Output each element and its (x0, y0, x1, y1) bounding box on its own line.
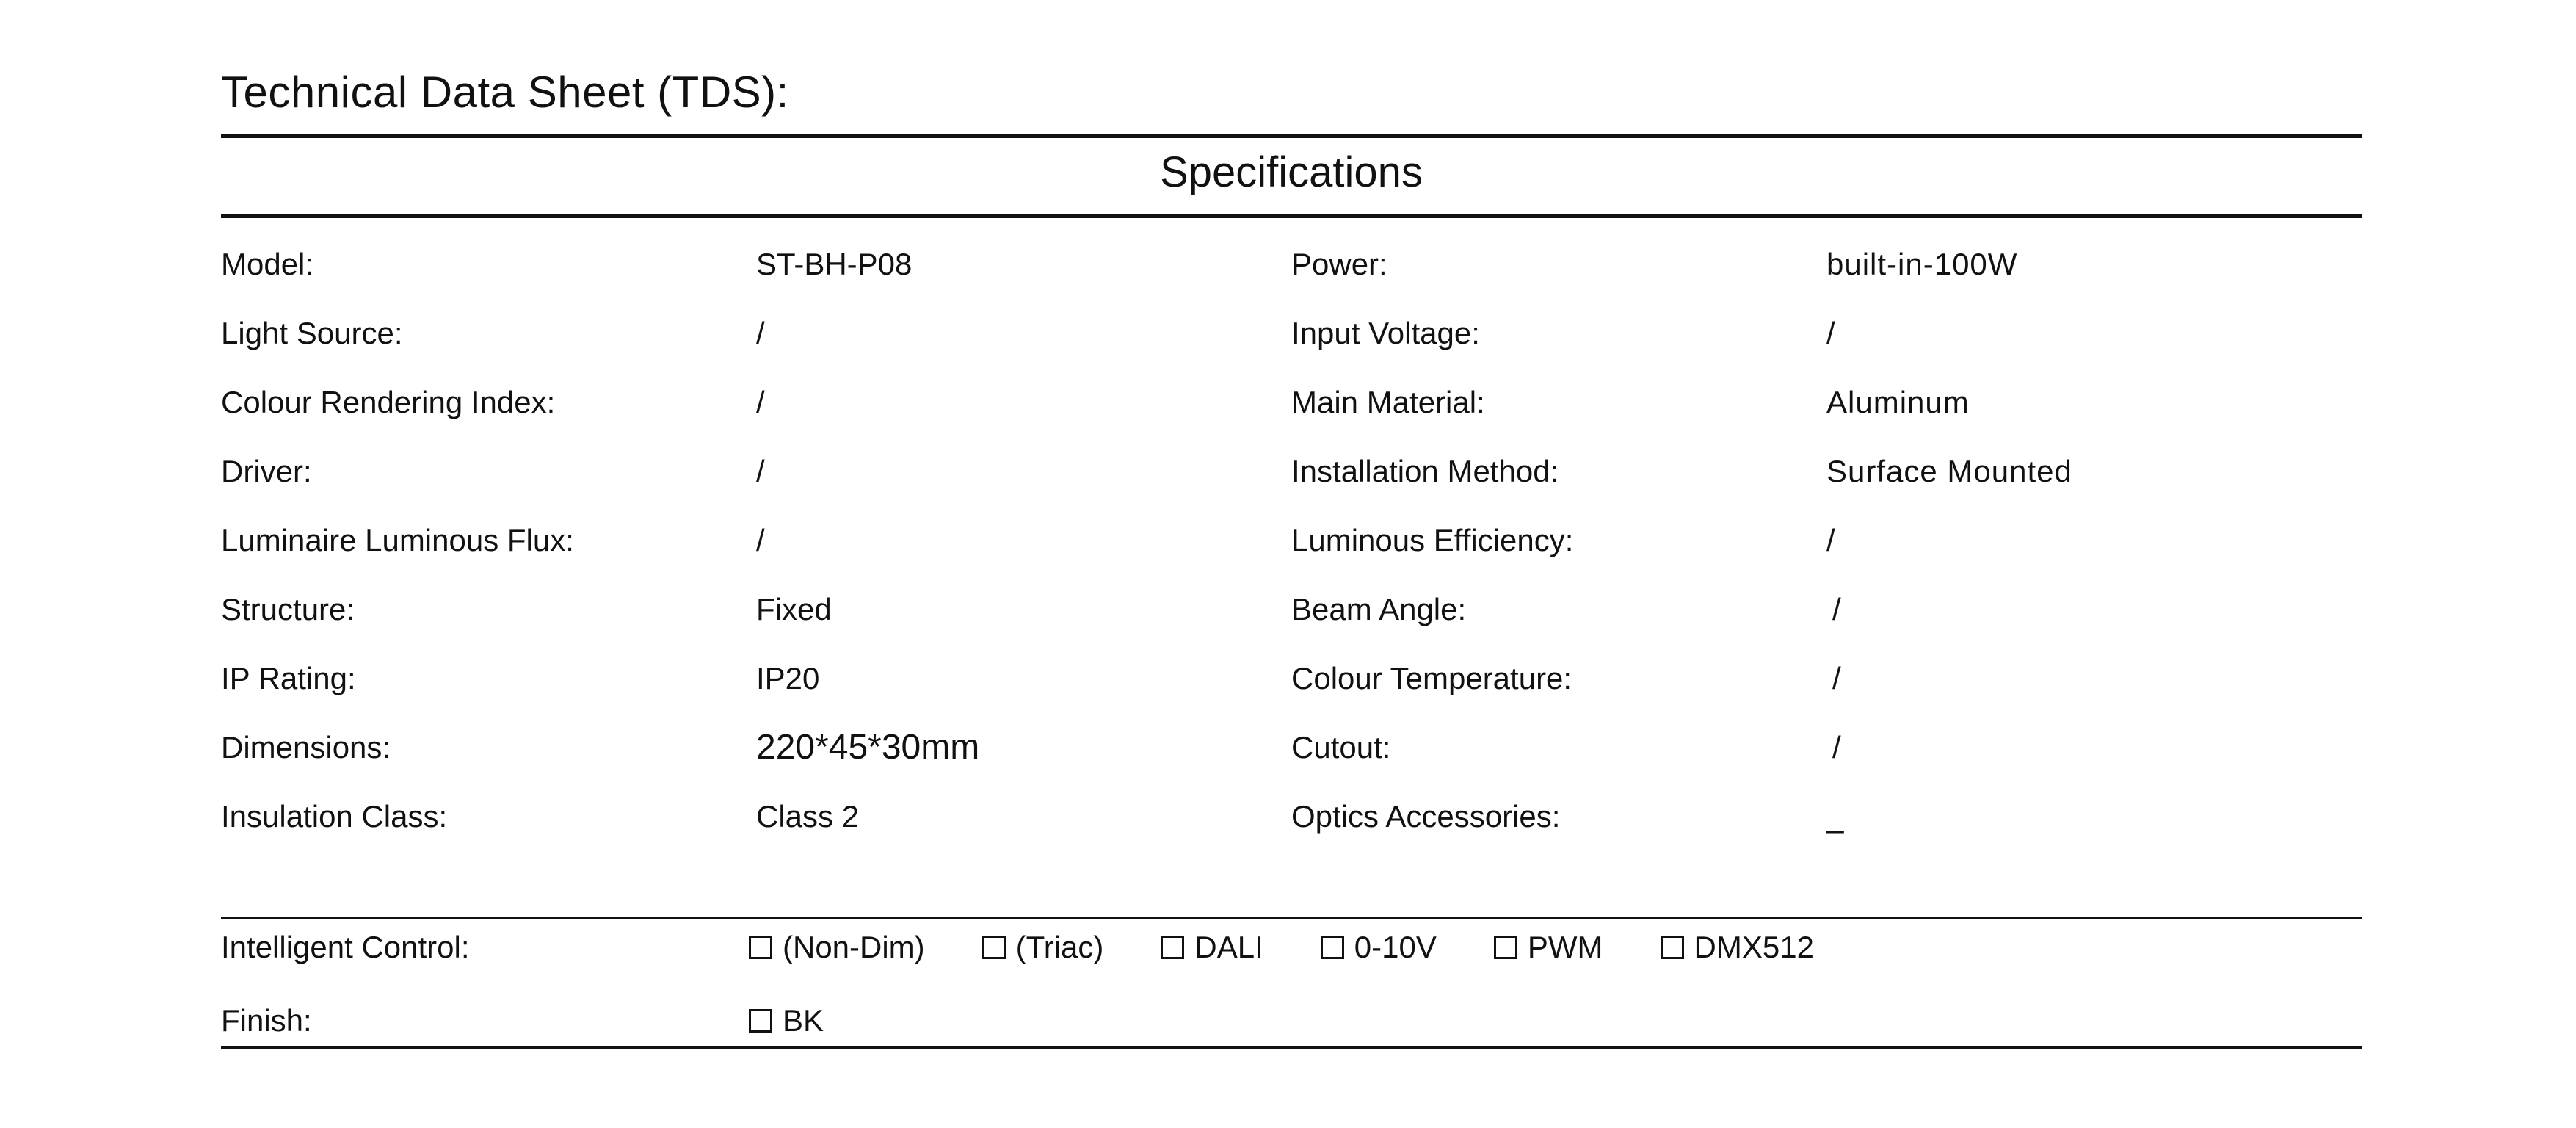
spec-value: ST-BH-P08 (756, 247, 913, 281)
header-bottom-rule (221, 214, 2362, 218)
checkbox-label: DMX512 (1694, 930, 1814, 964)
spec-row (221, 380, 2362, 449)
checkbox-label: 0-10V (1354, 930, 1437, 964)
checkbox[interactable] (1494, 936, 1517, 959)
spec-label: Structure: (221, 592, 355, 626)
finish-label: Finish: (221, 1003, 312, 1038)
spec-row (221, 726, 2362, 795)
checkbox-option-non-dim[interactable] (749, 925, 925, 969)
checkbox-option-dali[interactable] (1161, 925, 1263, 969)
spec-value: IP20 (756, 661, 820, 695)
finish-row (221, 999, 2362, 1058)
spec-value: built-in-100W (1826, 247, 2018, 281)
spec-value: Surface Mounted (1826, 454, 2072, 488)
spec-row (221, 449, 2362, 518)
spec-row (221, 795, 2362, 864)
spec-value: 220*45*30mm (756, 728, 980, 767)
header-top-rule (221, 134, 2362, 138)
checkbox-option-0-10v[interactable] (1321, 925, 1437, 969)
spec-label: Colour Temperature: (1291, 661, 1572, 695)
spec-value: _ (1826, 799, 1845, 834)
intelligent-control-label: Intelligent Control: (221, 930, 470, 964)
intelligent-control-row (221, 925, 2362, 984)
checkbox-option-triac[interactable] (982, 925, 1104, 969)
spec-label: Light Source: (221, 316, 403, 350)
spec-label: Luminous Efficiency: (1291, 523, 1574, 557)
spec-label: Insulation Class: (221, 799, 448, 834)
spec-label: Dimensions: (221, 730, 391, 764)
checkbox-label: BK (783, 1003, 824, 1038)
spec-value: / (1826, 523, 1836, 557)
checkbox-label: PWM (1527, 930, 1603, 964)
spec-label: Power: (1291, 247, 1387, 281)
data-sheet (221, 0, 2362, 1128)
spec-label: Luminaire Luminous Flux: (221, 523, 574, 557)
checkbox-option-bk[interactable] (749, 999, 824, 1043)
spec-value: / (756, 385, 765, 419)
spec-value: / (756, 316, 765, 350)
options-top-rule (221, 916, 2362, 919)
spec-value: / (756, 454, 765, 488)
spec-value: / (1832, 730, 1842, 764)
spec-label: Main Material: (1291, 385, 1485, 419)
checkbox-option-dmx512[interactable] (1661, 925, 1814, 969)
spec-label: Model: (221, 247, 314, 281)
spec-value: Fixed (756, 592, 832, 626)
checkbox-label: (Triac) (1015, 930, 1104, 964)
spec-row (221, 242, 2362, 311)
checkbox[interactable] (1321, 936, 1344, 959)
spec-value: Class 2 (756, 799, 860, 834)
spec-value: / (1832, 592, 1842, 626)
spec-label: Installation Method: (1291, 454, 1559, 488)
checkbox-label: (Non-Dim) (783, 930, 925, 964)
spec-value: Aluminum (1826, 385, 1970, 419)
checkbox[interactable] (749, 936, 772, 959)
checkbox-label: DALI (1194, 930, 1263, 964)
spec-value: / (756, 523, 765, 557)
options-bottom-rule (221, 1046, 2362, 1049)
spec-label: Beam Angle: (1291, 592, 1467, 626)
spec-label: Colour Rendering Index: (221, 385, 556, 419)
checkbox[interactable] (749, 1009, 772, 1033)
spec-row (221, 311, 2362, 380)
checkbox[interactable] (1661, 936, 1684, 959)
finish-options (749, 999, 881, 1043)
spec-row (221, 518, 2362, 588)
checkbox-option-pwm[interactable] (1494, 925, 1603, 969)
spec-label: Cutout: (1291, 730, 1391, 764)
spec-value: / (1826, 316, 1836, 350)
spec-value: / (1832, 661, 1842, 695)
spec-row (221, 588, 2362, 657)
spec-label: Optics Accessories: (1291, 799, 1561, 834)
checkbox[interactable] (1161, 936, 1184, 959)
section-heading: Specifications (1160, 148, 1423, 196)
document-title: Technical Data Sheet (TDS): (221, 68, 789, 117)
spec-label: Driver: (221, 454, 312, 488)
spec-label: IP Rating: (221, 661, 356, 695)
spec-label: Input Voltage: (1291, 316, 1480, 350)
spec-row (221, 657, 2362, 726)
checkbox[interactable] (982, 936, 1006, 959)
intelligent-control-options (749, 925, 1871, 969)
